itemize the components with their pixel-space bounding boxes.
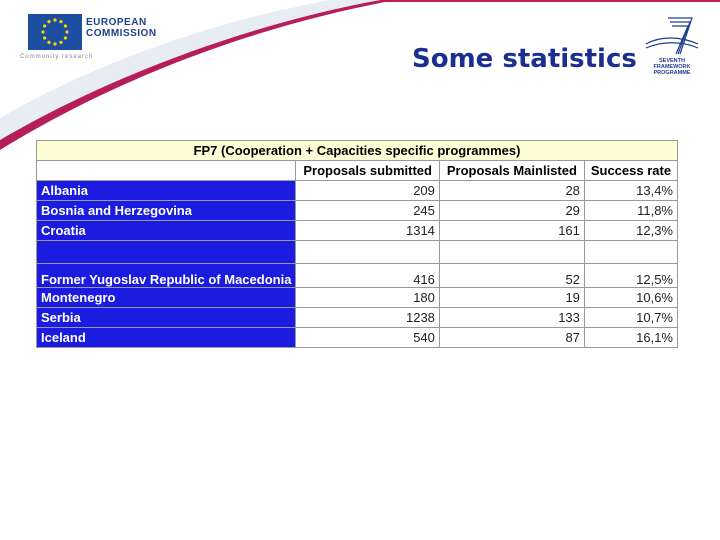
- country-cell: Iceland: [37, 328, 296, 348]
- mainlisted-cell: 133: [439, 308, 584, 328]
- table-row: [37, 328, 678, 348]
- table-row: [37, 264, 678, 288]
- column-header-submitted: Proposals submitted: [296, 161, 439, 181]
- page-title: Some statistics: [412, 44, 637, 74]
- country-cell: Croatia: [37, 221, 296, 241]
- submitted-cell: 540: [296, 328, 439, 348]
- table-row: [37, 181, 678, 201]
- success-rate-cell: 13,4%: [584, 181, 677, 201]
- fp7-logo: [640, 14, 704, 74]
- mainlisted-cell: 52: [439, 264, 584, 288]
- submitted-cell: 180: [296, 288, 439, 308]
- mainlisted-cell: 29: [439, 201, 584, 221]
- mainlisted-cell: 19: [439, 288, 584, 308]
- mainlisted-cell: 161: [439, 221, 584, 241]
- spacer-cell: [584, 241, 677, 264]
- spacer-cell: [439, 241, 584, 264]
- country-cell: Albania: [37, 181, 296, 201]
- success-rate-cell: 10,7%: [584, 308, 677, 328]
- spacer-cell: [296, 241, 439, 264]
- success-rate-cell: 11,8%: [584, 201, 677, 221]
- column-header-success-rate: Success rate: [584, 161, 677, 181]
- spacer-cell: [37, 241, 296, 264]
- fp7-logo-icon: [640, 14, 704, 58]
- submitted-cell: 416: [296, 264, 439, 288]
- success-rate-cell: 12,3%: [584, 221, 677, 241]
- table-caption-row: [37, 141, 678, 161]
- mainlisted-cell: 87: [439, 328, 584, 348]
- country-cell: Montenegro: [37, 288, 296, 308]
- table-row: [37, 308, 678, 328]
- statistics-table: [36, 140, 678, 348]
- table-row: [37, 221, 678, 241]
- header-blank-cell: [37, 161, 296, 181]
- country-cell: Former Yugoslav Republic of Macedonia: [37, 264, 296, 288]
- submitted-cell: 209: [296, 181, 439, 201]
- table-caption: FP7 (Cooperation + Capacities specific programmes): [37, 141, 678, 161]
- eu-subtitle: Community research: [20, 54, 94, 60]
- submitted-cell: 245: [296, 201, 439, 221]
- table-spacer-row: [37, 241, 678, 264]
- eu-logo-line-1: EUROPEAN: [86, 17, 147, 28]
- country-cell: Bosnia and Herzegovina: [37, 201, 296, 221]
- eu-flag-icon: [28, 14, 82, 50]
- success-rate-cell: 16,1%: [584, 328, 677, 348]
- success-rate-cell: 12,5%: [584, 264, 677, 288]
- column-header-mainlisted: Proposals Mainlisted: [439, 161, 584, 181]
- submitted-cell: 1314: [296, 221, 439, 241]
- submitted-cell: 1238: [296, 308, 439, 328]
- success-rate-cell: 10,6%: [584, 288, 677, 308]
- fp7-logo-text: SEVENTH FRAMEWORK PROGRAMME: [653, 58, 691, 76]
- table-header-row: [37, 161, 678, 181]
- eu-logo-text: [86, 17, 157, 39]
- table-row: [37, 288, 678, 308]
- country-cell: Serbia: [37, 308, 296, 328]
- mainlisted-cell: 28: [439, 181, 584, 201]
- eu-logo-line-2: COMMISSION: [86, 28, 157, 39]
- table-row: [37, 201, 678, 221]
